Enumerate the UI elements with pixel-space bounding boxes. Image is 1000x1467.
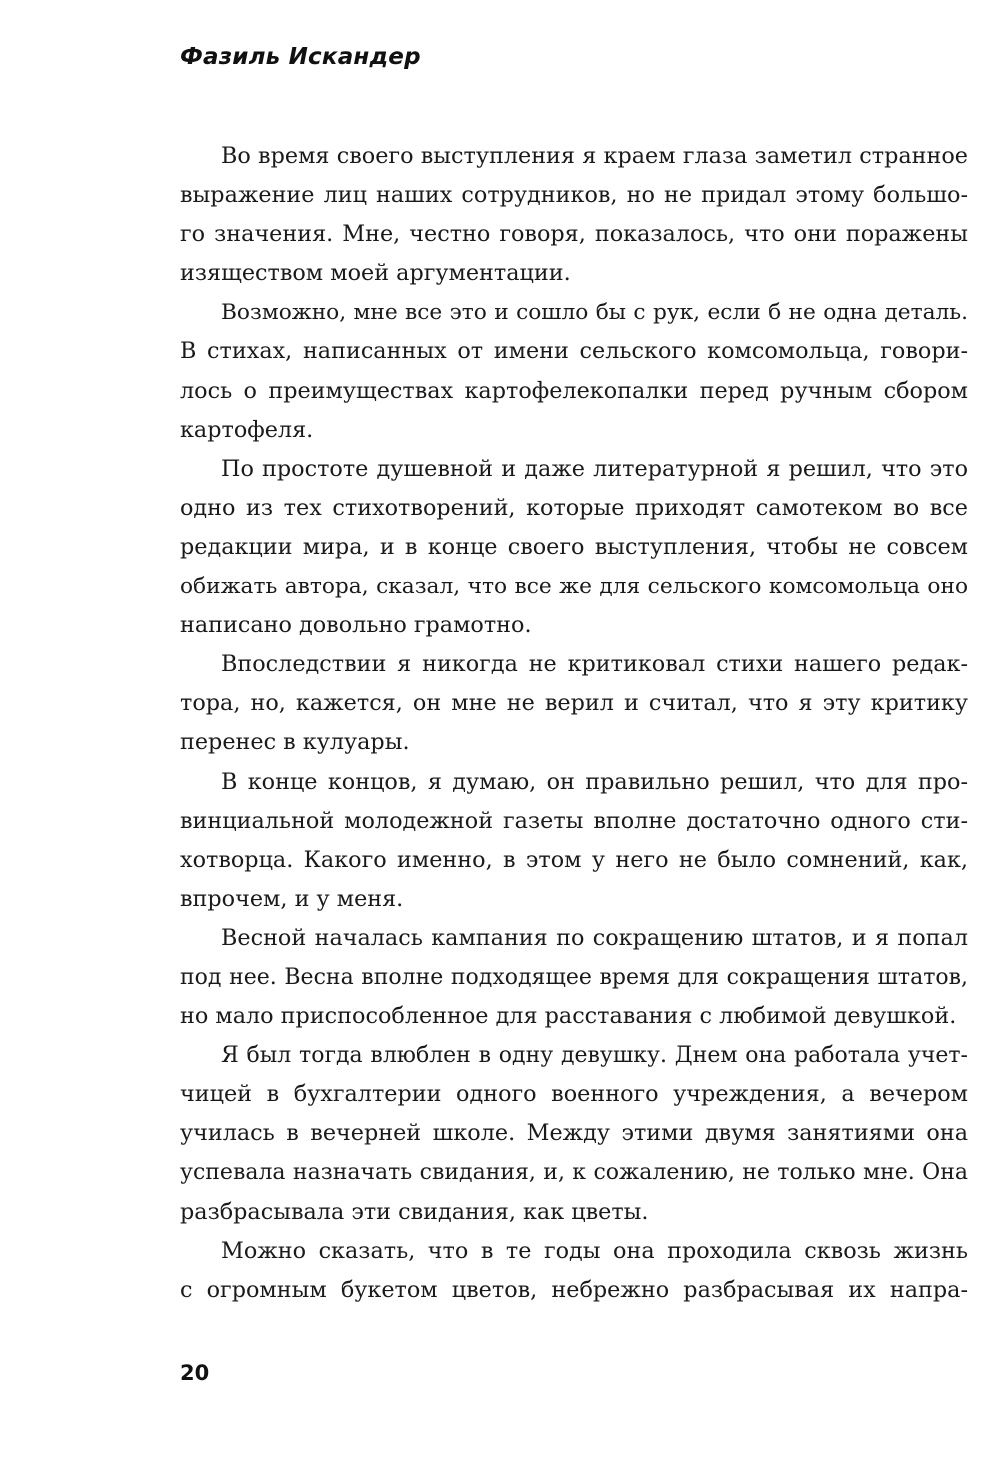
- page-number: 20: [180, 1361, 210, 1385]
- text-line: написано довольно грамотно.: [180, 612, 532, 639]
- text-line: перенес в кулуары.: [180, 729, 410, 756]
- text-line: одно из тех стихотворений, которые приходят самотеком во все: [180, 494, 968, 521]
- paragraph: [180, 1232, 968, 1310]
- text-line: В конце концов, я думаю, он правильно решил, что для про-: [221, 768, 968, 795]
- text-line: винциальной молодежной газеты вполне достаточно одного сти-: [180, 807, 968, 834]
- text-line: хотворца. Какого именно, в этом у него не было сомнений, как,: [180, 846, 968, 873]
- text-line: впрочем, и у меня.: [180, 885, 404, 912]
- text-line: обижать автора, сказал, что все же для сельского комсомольца оно: [180, 574, 968, 600]
- paragraph: [180, 1036, 968, 1231]
- text-line: Весной началась кампания по сокращению штатов, и я попал: [221, 924, 968, 951]
- text-line: Можно сказать, что в те годы она проходила сквозь жизнь: [221, 1237, 968, 1264]
- text-line: тора, но, кажется, он мне не верил и считал, что я эту критику: [180, 690, 968, 717]
- text-line: картофеля.: [180, 416, 314, 443]
- paragraph: [180, 645, 968, 762]
- text-line: успевала назначать свидания, и, к сожалению, не только мне. Она: [180, 1160, 968, 1186]
- text-line: с огромным букетом цветов, небрежно разбрасывая их напра-: [180, 1276, 968, 1303]
- text-line: го значения. Мне, честно говоря, показалось, что они поражены: [180, 221, 968, 248]
- running-head: Фазиль Искандер: [180, 44, 421, 70]
- paragraph: [180, 137, 968, 293]
- text-line: но мало приспособленное для расставания с любимой девушкой.: [180, 1003, 957, 1030]
- body-text: [180, 137, 968, 1310]
- text-line: лось о преимуществах картофелекопалки перед ручным сбором: [180, 377, 968, 404]
- paragraph: [180, 919, 968, 1036]
- text-line: В стихах, написанных от имени сельского комсомольца, говори-: [180, 338, 968, 365]
- text-line: училась в вечерней школе. Между этими двумя занятиями она: [180, 1120, 968, 1147]
- text-line: Возможно, мне все это и сошло бы с рук, если б не одна деталь.: [221, 300, 968, 326]
- text-line: выражение лиц наших сотрудников, но не придал этому большо-: [180, 182, 968, 209]
- text-line: изяществом моей аргументации.: [180, 260, 571, 287]
- paragraph: [180, 763, 968, 919]
- text-line: чицей в бухгалтерии одного военного учреждения, а вечером: [180, 1081, 968, 1108]
- text-line: под нее. Весна вполне подходящее время для сокращения штатов,: [180, 964, 968, 990]
- text-line: Я был тогда влюблен в одну девушку. Днем она работала учет-: [221, 1043, 968, 1069]
- paragraph: [180, 293, 968, 449]
- text-line: Во время своего выступления я краем глаза заметил странное: [221, 143, 968, 169]
- text-line: По простоте душевной и даже литературной я решил, что это: [221, 455, 968, 482]
- text-line: Впоследствии я никогда не критиковал стихи нашего редак-: [221, 651, 968, 678]
- text-line: редакции мира, и в конце своего выступления, чтобы не совсем: [180, 533, 968, 560]
- text-line: разбрасывала эти свидания, как цветы.: [180, 1198, 649, 1225]
- paragraph: [180, 450, 968, 645]
